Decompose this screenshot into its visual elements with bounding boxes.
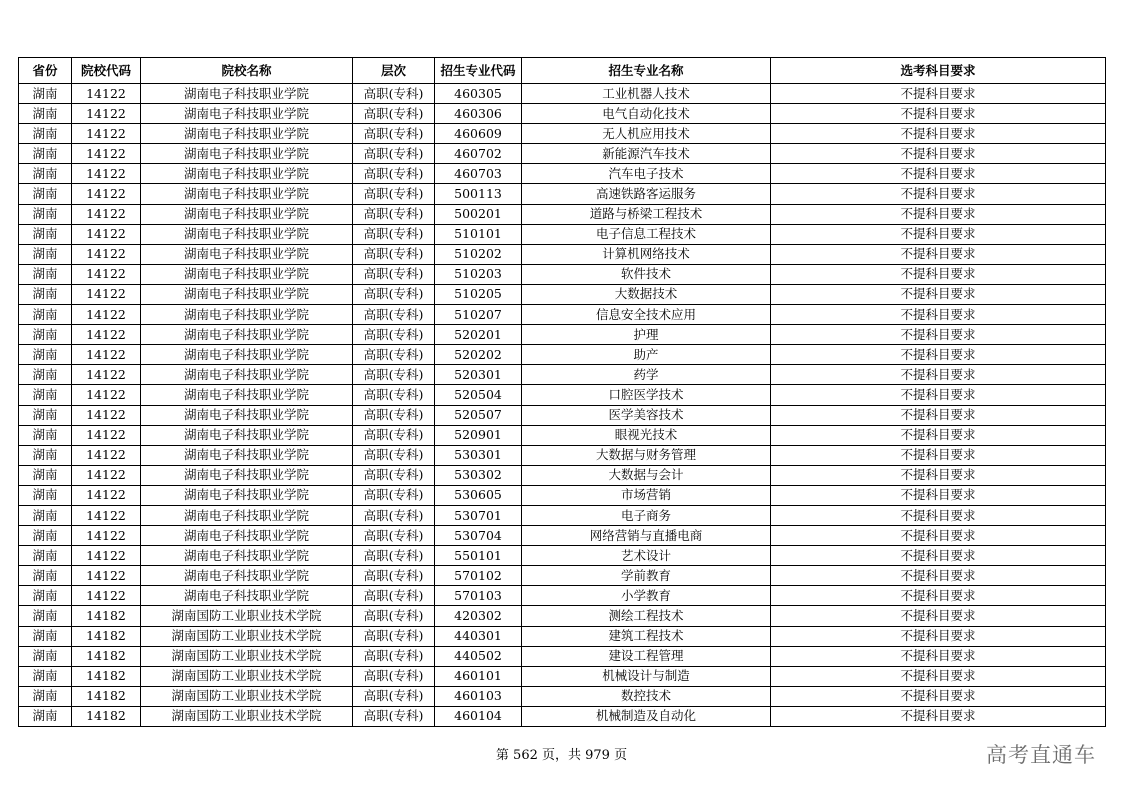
major-name-cell: 机械设计与制造 xyxy=(522,666,771,686)
province-cell: 湖南 xyxy=(19,345,72,365)
level-cell: 高职(专科) xyxy=(353,84,435,104)
header-school-name: 院校名称 xyxy=(141,58,353,84)
school-name-cell: 湖南电子科技职业学院 xyxy=(141,546,353,566)
subject-requirement-cell: 不提科目要求 xyxy=(771,505,1106,525)
province-cell: 湖南 xyxy=(19,606,72,626)
table-row xyxy=(19,244,1106,264)
table-row xyxy=(19,686,1106,706)
subject-requirement-cell: 不提科目要求 xyxy=(771,345,1106,365)
school-code-cell: 14122 xyxy=(72,224,141,244)
level-cell: 高职(专科) xyxy=(353,405,435,425)
table-row xyxy=(19,124,1106,144)
subject-requirement-cell: 不提科目要求 xyxy=(771,104,1106,124)
subject-requirement-cell: 不提科目要求 xyxy=(771,84,1106,104)
major-code-cell: 510203 xyxy=(435,264,522,284)
school-code-cell: 14122 xyxy=(72,244,141,264)
school-code-cell: 14122 xyxy=(72,204,141,224)
province-cell: 湖南 xyxy=(19,385,72,405)
table-row xyxy=(19,526,1106,546)
level-cell: 高职(专科) xyxy=(353,124,435,144)
school-name-cell: 湖南国防工业职业技术学院 xyxy=(141,686,353,706)
table-row xyxy=(19,104,1106,124)
subject-requirement-cell: 不提科目要求 xyxy=(771,144,1106,164)
school-code-cell: 14182 xyxy=(72,606,141,626)
level-cell: 高职(专科) xyxy=(353,244,435,264)
subject-requirement-cell: 不提科目要求 xyxy=(771,244,1106,264)
major-code-cell: 570103 xyxy=(435,586,522,606)
major-code-cell: 520504 xyxy=(435,385,522,405)
major-code-cell: 530302 xyxy=(435,465,522,485)
school-name-cell: 湖南电子科技职业学院 xyxy=(141,164,353,184)
major-code-cell: 460103 xyxy=(435,686,522,706)
province-cell: 湖南 xyxy=(19,566,72,586)
major-name-cell: 电气自动化技术 xyxy=(522,104,771,124)
major-code-cell: 510205 xyxy=(435,284,522,304)
level-cell: 高职(专科) xyxy=(353,686,435,706)
major-code-cell: 500113 xyxy=(435,184,522,204)
level-cell: 高职(专科) xyxy=(353,646,435,666)
table-row xyxy=(19,485,1106,505)
major-code-cell: 510202 xyxy=(435,244,522,264)
school-name-cell: 湖南电子科技职业学院 xyxy=(141,84,353,104)
major-code-cell: 510207 xyxy=(435,305,522,325)
school-name-cell: 湖南电子科技职业学院 xyxy=(141,224,353,244)
subject-requirement-cell: 不提科目要求 xyxy=(771,224,1106,244)
major-name-cell: 机械制造及自动化 xyxy=(522,706,771,726)
province-cell: 湖南 xyxy=(19,305,72,325)
subject-requirement-cell: 不提科目要求 xyxy=(771,586,1106,606)
major-name-cell: 测绘工程技术 xyxy=(522,606,771,626)
table-row xyxy=(19,626,1106,646)
major-name-cell: 艺术设计 xyxy=(522,546,771,566)
major-name-cell: 计算机网络技术 xyxy=(522,244,771,264)
major-code-cell: 440301 xyxy=(435,626,522,646)
school-name-cell: 湖南国防工业职业技术学院 xyxy=(141,626,353,646)
major-name-cell: 电子商务 xyxy=(522,505,771,525)
table-row xyxy=(19,345,1106,365)
school-name-cell: 湖南电子科技职业学院 xyxy=(141,144,353,164)
level-cell: 高职(专科) xyxy=(353,606,435,626)
province-cell: 湖南 xyxy=(19,224,72,244)
table-row xyxy=(19,365,1106,385)
major-code-cell: 460703 xyxy=(435,164,522,184)
school-code-cell: 14122 xyxy=(72,124,141,144)
header-major-name: 招生专业名称 xyxy=(522,58,771,84)
level-cell: 高职(专科) xyxy=(353,224,435,244)
major-code-cell: 460306 xyxy=(435,104,522,124)
school-code-cell: 14122 xyxy=(72,546,141,566)
province-cell: 湖南 xyxy=(19,485,72,505)
subject-requirement-cell: 不提科目要求 xyxy=(771,686,1106,706)
level-cell: 高职(专科) xyxy=(353,264,435,284)
table-row xyxy=(19,164,1106,184)
subject-requirement-cell: 不提科目要求 xyxy=(771,204,1106,224)
subject-requirement-cell: 不提科目要求 xyxy=(771,264,1106,284)
table-row xyxy=(19,84,1106,104)
school-name-cell: 湖南电子科技职业学院 xyxy=(141,184,353,204)
subject-requirement-cell: 不提科目要求 xyxy=(771,445,1106,465)
major-name-cell: 护理 xyxy=(522,325,771,345)
table-row xyxy=(19,445,1106,465)
school-code-cell: 14122 xyxy=(72,184,141,204)
major-code-cell: 530605 xyxy=(435,485,522,505)
school-name-cell: 湖南国防工业职业技术学院 xyxy=(141,606,353,626)
subject-requirement-cell: 不提科目要求 xyxy=(771,606,1106,626)
header-school-code: 院校代码 xyxy=(72,58,141,84)
province-cell: 湖南 xyxy=(19,526,72,546)
school-code-cell: 14122 xyxy=(72,345,141,365)
province-cell: 湖南 xyxy=(19,264,72,284)
major-name-cell: 大数据与财务管理 xyxy=(522,445,771,465)
school-name-cell: 湖南电子科技职业学院 xyxy=(141,485,353,505)
province-cell: 湖南 xyxy=(19,546,72,566)
school-code-cell: 14122 xyxy=(72,405,141,425)
school-code-cell: 14122 xyxy=(72,264,141,284)
subject-requirement-cell: 不提科目要求 xyxy=(771,646,1106,666)
major-name-cell: 大数据与会计 xyxy=(522,465,771,485)
province-cell: 湖南 xyxy=(19,626,72,646)
major-name-cell: 建筑工程技术 xyxy=(522,626,771,646)
level-cell: 高职(专科) xyxy=(353,465,435,485)
major-code-cell: 510101 xyxy=(435,224,522,244)
level-cell: 高职(专科) xyxy=(353,485,435,505)
table-header xyxy=(19,58,1106,84)
table-row xyxy=(19,284,1106,304)
school-code-cell: 14182 xyxy=(72,706,141,726)
school-code-cell: 14122 xyxy=(72,485,141,505)
table-row xyxy=(19,646,1106,666)
subject-requirement-cell: 不提科目要求 xyxy=(771,566,1106,586)
province-cell: 湖南 xyxy=(19,505,72,525)
school-code-cell: 14122 xyxy=(72,526,141,546)
level-cell: 高职(专科) xyxy=(353,666,435,686)
school-name-cell: 湖南电子科技职业学院 xyxy=(141,264,353,284)
province-cell: 湖南 xyxy=(19,104,72,124)
school-name-cell: 湖南电子科技职业学院 xyxy=(141,405,353,425)
school-code-cell: 14122 xyxy=(72,465,141,485)
school-code-cell: 14122 xyxy=(72,284,141,304)
major-code-cell: 520202 xyxy=(435,345,522,365)
major-name-cell: 口腔医学技术 xyxy=(522,385,771,405)
table-row xyxy=(19,666,1106,686)
major-name-cell: 小学教育 xyxy=(522,586,771,606)
school-name-cell: 湖南电子科技职业学院 xyxy=(141,505,353,525)
header-level: 层次 xyxy=(353,58,435,84)
level-cell: 高职(专科) xyxy=(353,445,435,465)
major-name-cell: 信息安全技术应用 xyxy=(522,305,771,325)
major-code-cell: 460101 xyxy=(435,666,522,686)
header-province: 省份 xyxy=(19,58,72,84)
major-code-cell: 500201 xyxy=(435,204,522,224)
table-row xyxy=(19,465,1106,485)
province-cell: 湖南 xyxy=(19,204,72,224)
school-code-cell: 14122 xyxy=(72,445,141,465)
school-code-cell: 14122 xyxy=(72,505,141,525)
school-name-cell: 湖南电子科技职业学院 xyxy=(141,325,353,345)
school-name-cell: 湖南电子科技职业学院 xyxy=(141,566,353,586)
level-cell: 高职(专科) xyxy=(353,164,435,184)
province-cell: 湖南 xyxy=(19,465,72,485)
school-name-cell: 湖南国防工业职业技术学院 xyxy=(141,706,353,726)
school-name-cell: 湖南国防工业职业技术学院 xyxy=(141,666,353,686)
province-cell: 湖南 xyxy=(19,184,72,204)
major-code-cell: 440502 xyxy=(435,646,522,666)
major-name-cell: 学前教育 xyxy=(522,566,771,586)
school-name-cell: 湖南电子科技职业学院 xyxy=(141,305,353,325)
header-major-code: 招生专业代码 xyxy=(435,58,522,84)
table-row xyxy=(19,224,1106,244)
province-cell: 湖南 xyxy=(19,144,72,164)
major-name-cell: 助产 xyxy=(522,345,771,365)
level-cell: 高职(专科) xyxy=(353,365,435,385)
province-cell: 湖南 xyxy=(19,706,72,726)
major-code-cell: 530704 xyxy=(435,526,522,546)
level-cell: 高职(专科) xyxy=(353,505,435,525)
school-code-cell: 14182 xyxy=(72,666,141,686)
subject-requirement-cell: 不提科目要求 xyxy=(771,626,1106,646)
major-code-cell: 530301 xyxy=(435,445,522,465)
table-row xyxy=(19,325,1106,345)
school-name-cell: 湖南电子科技职业学院 xyxy=(141,104,353,124)
province-cell: 湖南 xyxy=(19,686,72,706)
table-row xyxy=(19,405,1106,425)
level-cell: 高职(专科) xyxy=(353,104,435,124)
major-code-cell: 460104 xyxy=(435,706,522,726)
province-cell: 湖南 xyxy=(19,425,72,445)
province-cell: 湖南 xyxy=(19,325,72,345)
province-cell: 湖南 xyxy=(19,84,72,104)
table-row xyxy=(19,264,1106,284)
level-cell: 高职(专科) xyxy=(353,586,435,606)
table-row xyxy=(19,425,1106,445)
major-code-cell: 460702 xyxy=(435,144,522,164)
admissions-table xyxy=(18,57,1106,727)
major-name-cell: 眼视光技术 xyxy=(522,425,771,445)
major-name-cell: 无人机应用技术 xyxy=(522,124,771,144)
school-code-cell: 14122 xyxy=(72,566,141,586)
subject-requirement-cell: 不提科目要求 xyxy=(771,706,1106,726)
major-name-cell: 大数据技术 xyxy=(522,284,771,304)
table-row xyxy=(19,586,1106,606)
subject-requirement-cell: 不提科目要求 xyxy=(771,284,1106,304)
table-row xyxy=(19,606,1106,626)
school-name-cell: 湖南电子科技职业学院 xyxy=(141,445,353,465)
table-body xyxy=(19,84,1106,727)
level-cell: 高职(专科) xyxy=(353,345,435,365)
province-cell: 湖南 xyxy=(19,244,72,264)
header-row xyxy=(19,58,1106,84)
school-code-cell: 14122 xyxy=(72,144,141,164)
school-code-cell: 14122 xyxy=(72,104,141,124)
major-code-cell: 550101 xyxy=(435,546,522,566)
subject-requirement-cell: 不提科目要求 xyxy=(771,365,1106,385)
table-row xyxy=(19,566,1106,586)
major-name-cell: 药学 xyxy=(522,365,771,385)
school-name-cell: 湖南电子科技职业学院 xyxy=(141,244,353,264)
page-number: 第 562 页，共 979 页 xyxy=(495,748,628,763)
level-cell: 高职(专科) xyxy=(353,546,435,566)
major-code-cell: 570102 xyxy=(435,566,522,586)
major-name-cell: 道路与桥梁工程技术 xyxy=(522,204,771,224)
school-code-cell: 14122 xyxy=(72,164,141,184)
subject-requirement-cell: 不提科目要求 xyxy=(771,325,1106,345)
major-code-cell: 520301 xyxy=(435,365,522,385)
major-name-cell: 数控技术 xyxy=(522,686,771,706)
level-cell: 高职(专科) xyxy=(353,566,435,586)
subject-requirement-cell: 不提科目要求 xyxy=(771,385,1106,405)
school-code-cell: 14122 xyxy=(72,305,141,325)
province-cell: 湖南 xyxy=(19,164,72,184)
subject-requirement-cell: 不提科目要求 xyxy=(771,425,1106,445)
table-row xyxy=(19,184,1106,204)
province-cell: 湖南 xyxy=(19,124,72,144)
subject-requirement-cell: 不提科目要求 xyxy=(771,184,1106,204)
subject-requirement-cell: 不提科目要求 xyxy=(771,526,1106,546)
level-cell: 高职(专科) xyxy=(353,385,435,405)
table-row xyxy=(19,546,1106,566)
major-code-cell: 520901 xyxy=(435,425,522,445)
subject-requirement-cell: 不提科目要求 xyxy=(771,124,1106,144)
school-name-cell: 湖南电子科技职业学院 xyxy=(141,526,353,546)
school-name-cell: 湖南电子科技职业学院 xyxy=(141,465,353,485)
province-cell: 湖南 xyxy=(19,646,72,666)
subject-requirement-cell: 不提科目要求 xyxy=(771,485,1106,505)
school-code-cell: 14122 xyxy=(72,84,141,104)
province-cell: 湖南 xyxy=(19,405,72,425)
school-code-cell: 14122 xyxy=(72,586,141,606)
major-code-cell: 420302 xyxy=(435,606,522,626)
major-code-cell: 520507 xyxy=(435,405,522,425)
school-name-cell: 湖南电子科技职业学院 xyxy=(141,365,353,385)
major-code-cell: 460609 xyxy=(435,124,522,144)
level-cell: 高职(专科) xyxy=(353,626,435,646)
school-code-cell: 14122 xyxy=(72,365,141,385)
level-cell: 高职(专科) xyxy=(353,184,435,204)
school-code-cell: 14182 xyxy=(72,626,141,646)
province-cell: 湖南 xyxy=(19,365,72,385)
school-name-cell: 湖南电子科技职业学院 xyxy=(141,124,353,144)
table-row xyxy=(19,505,1106,525)
subject-requirement-cell: 不提科目要求 xyxy=(771,305,1106,325)
school-name-cell: 湖南电子科技职业学院 xyxy=(141,385,353,405)
major-name-cell: 电子信息工程技术 xyxy=(522,224,771,244)
major-name-cell: 市场营销 xyxy=(522,485,771,505)
major-name-cell: 网络营销与直播电商 xyxy=(522,526,771,546)
school-name-cell: 湖南电子科技职业学院 xyxy=(141,586,353,606)
major-name-cell: 软件技术 xyxy=(522,264,771,284)
level-cell: 高职(专科) xyxy=(353,144,435,164)
school-name-cell: 湖南电子科技职业学院 xyxy=(141,284,353,304)
header-subject-requirement: 选考科目要求 xyxy=(771,58,1106,84)
watermark-logo: 高考直通车 xyxy=(986,743,1096,767)
subject-requirement-cell: 不提科目要求 xyxy=(771,465,1106,485)
school-code-cell: 14182 xyxy=(72,646,141,666)
major-name-cell: 汽车电子技术 xyxy=(522,164,771,184)
table-row xyxy=(19,385,1106,405)
level-cell: 高职(专科) xyxy=(353,706,435,726)
school-code-cell: 14122 xyxy=(72,385,141,405)
level-cell: 高职(专科) xyxy=(353,305,435,325)
school-code-cell: 14122 xyxy=(72,425,141,445)
school-name-cell: 湖南电子科技职业学院 xyxy=(141,204,353,224)
major-code-cell: 520201 xyxy=(435,325,522,345)
level-cell: 高职(专科) xyxy=(353,204,435,224)
level-cell: 高职(专科) xyxy=(353,425,435,445)
province-cell: 湖南 xyxy=(19,284,72,304)
major-name-cell: 建设工程管理 xyxy=(522,646,771,666)
subject-requirement-cell: 不提科目要求 xyxy=(771,164,1106,184)
subject-requirement-cell: 不提科目要求 xyxy=(771,546,1106,566)
major-name-cell: 医学美容技术 xyxy=(522,405,771,425)
province-cell: 湖南 xyxy=(19,586,72,606)
subject-requirement-cell: 不提科目要求 xyxy=(771,666,1106,686)
major-name-cell: 工业机器人技术 xyxy=(522,84,771,104)
province-cell: 湖南 xyxy=(19,666,72,686)
major-name-cell: 新能源汽车技术 xyxy=(522,144,771,164)
major-name-cell: 高速铁路客运服务 xyxy=(522,184,771,204)
table-row xyxy=(19,144,1106,164)
major-code-cell: 530701 xyxy=(435,505,522,525)
table-row xyxy=(19,706,1106,726)
school-name-cell: 湖南国防工业职业技术学院 xyxy=(141,646,353,666)
major-code-cell: 460305 xyxy=(435,84,522,104)
subject-requirement-cell: 不提科目要求 xyxy=(771,405,1106,425)
level-cell: 高职(专科) xyxy=(353,526,435,546)
school-code-cell: 14122 xyxy=(72,325,141,345)
table-row xyxy=(19,204,1106,224)
school-code-cell: 14182 xyxy=(72,686,141,706)
school-name-cell: 湖南电子科技职业学院 xyxy=(141,425,353,445)
table-row xyxy=(19,305,1106,325)
province-cell: 湖南 xyxy=(19,445,72,465)
level-cell: 高职(专科) xyxy=(353,284,435,304)
level-cell: 高职(专科) xyxy=(353,325,435,345)
school-name-cell: 湖南电子科技职业学院 xyxy=(141,345,353,365)
